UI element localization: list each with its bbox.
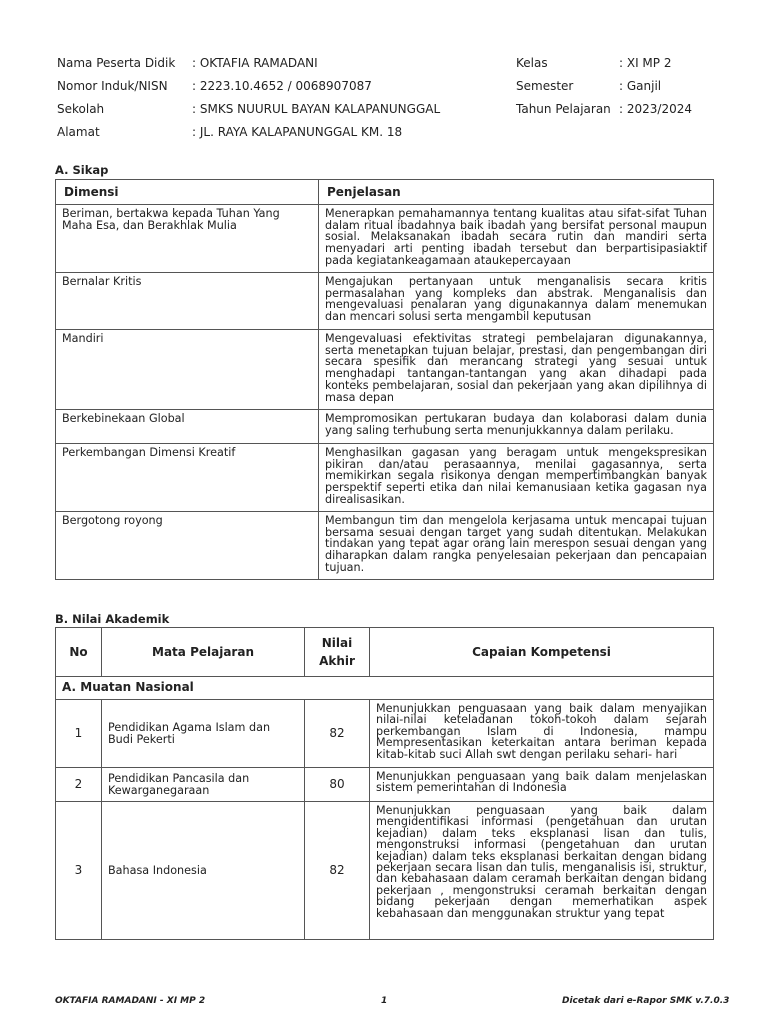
row-number: 2 [56,768,102,802]
sikap-section-title: A. Sikap [55,163,109,177]
student-identity [57,56,717,148]
row-number: 1 [56,700,102,768]
sikap-table [55,179,714,580]
final-score: 80 [305,768,370,802]
penjelasan-cell: Mengevaluasi efektivitas strategi pembelajaran digunakannya, serta menetapkan tujuan belajar, prestasi, dan pengembangan diri secara spesifik dan merancang strategi yang sesuai untuk menghadapi tantangan-tantangan yang akan dihadapi pada konteks pembelajaran, sosial dan pekerjaan yang akan dipilihnya di masa depan [319,330,714,410]
penjelasan-cell: Menerapkan pemahamannya tentang kualitas atau sifat-sifat Tuhan dalam ritual ibadahnya baik ibadah yang bersifat personal maupun sosial. Melaksanakan ibadah secara rutin dan mandiri serta menyadari arti penting ibadah tersebut dan berpartisipasiaktif pada kegiatankeagamaan ataukepercayaan [319,205,714,273]
name-value: : OKTAFIA RAMADANI [192,56,318,70]
subject-name: Pendidikan Agama Islam dan Budi Pekerti [102,700,305,768]
competency-description: Menunjukkan penguasaan yang baik dalam mengidentifikasi informasi (pengetahuan dan urutan kejadian) dalam teks eksplanasi lisan dan tulis, mengonstruksi informasi (pengetahuan dan urutan kejadian) dalam teks eksplanasi berkaitan dengan bidang pekerjaan secara lisan dan tulis, menganalisis isi, struktur, dan kebahasaan dalam ceramah berkaitan dengan bidang pekerjaan , mengonstruksi ceramah berkaitan dengan bidang pekerjaan dengan memerhatikan aspek kebahasaan dan menggunakan struktur yang tepat [370,802,714,940]
school-value: : SMKS NUURUL BAYAN KALAPANUNGGAL [192,102,441,116]
penjelasan-header: Penjelasan [319,180,714,205]
nilai-akhir-header: Nilai Akhir [305,628,370,677]
dimensi-header: Dimensi [56,180,319,205]
dimensi-cell: Mandiri [56,330,319,410]
class-value: : XI MP 2 [619,56,672,70]
final-score: 82 [305,700,370,768]
table-row [56,273,714,330]
subject-name: Bahasa Indonesia [102,802,305,940]
class-label: Kelas [516,56,548,70]
dimensi-cell: Beriman, bertakwa kepada Tuhan Yang Maha Esa, dan Berakhlak Mulia [56,205,319,273]
no-header: No [56,628,102,677]
final-score: 82 [305,802,370,940]
capaian-header: Capaian Kompetensi [370,628,714,677]
table-row [56,700,714,768]
nisn-value: : 2223.10.4652 / 0068907087 [192,79,372,93]
semester-label: Semester [516,79,574,93]
identity-row [57,125,717,148]
penjelasan-cell: Mengajukan pertanyaan untuk menganalisis secara kritis permasalahan yang kompleks dan abstrak. Menganalisis dan mengevaluasi penalaran yang digunakannya dalam menemukan dan mencari solusi serta mengambil keputusan [319,273,714,330]
table-row [56,330,714,410]
mapel-header: Mata Pelajaran [102,628,305,677]
table-row [56,768,714,802]
competency-description: Menunjukkan penguasaan yang baik dalam menyajikan nilai-nilai keteladanan tokoh-tokoh dalam sejarah perkembangan Islam di Indonesia, mampu Mempresentasikan keterkaitan antara beriman kepada kitab-kitab suci Allah swt dengan perilaku sehari- hari [370,700,714,768]
year-label: Tahun Pelajaran [516,102,611,116]
row-number: 3 [56,802,102,940]
table-row [56,410,714,444]
identity-row [57,102,717,125]
address-value: : JL. RAYA KALAPANUNGGAL KM. 18 [192,125,403,139]
dimensi-cell: Perkembangan Dimensi Kreatif [56,444,319,512]
table-row [56,512,714,580]
table-row [56,802,714,940]
dimensi-cell: Berkebinekaan Global [56,410,319,444]
address-label: Alamat [57,125,100,139]
school-label: Sekolah [57,102,105,116]
identity-row [57,56,717,79]
nilai-header-row [56,628,714,677]
year-value: : 2023/2024 [619,102,692,116]
group-row [56,677,714,700]
sikap-header-row [56,180,714,205]
name-label: Nama Peserta Didik [57,56,176,70]
nilai-section-title: B. Nilai Akademik [55,612,170,626]
competency-description: Menunjukkan penguasaan yang baik dalam menjelaskan sistem pemerintahan di Indonesia [370,768,714,802]
penjelasan-cell: Membangun tim dan mengelola kerjasama untuk mencapai tujuan bersama sesuai dengan target yang sudah ditentukan. Melakukan tindakan yang tepat agar orang lain merespon sesuai dengan yang diharapkan dalam rangka penyelesaian pekerjaan dan pencapaian tujuan. [319,512,714,580]
table-row [56,205,714,273]
identity-row [57,79,717,102]
dimensi-cell: Bernalar Kritis [56,273,319,330]
penjelasan-cell: Menghasilkan gagasan yang beragam untuk mengekspresikan pikiran dan/atau perasaannya, menilai gagasannya, serta memikirkan segala risikonya dengan mempertimbangkan banyak perspektif seperti etika dan nilai kemanusiaan ketika gagasan nya direalisasikan. [319,444,714,512]
penjelasan-cell: Mempromosikan pertukaran budaya dan kolaborasi dalam dunia yang saling terhubung serta menunjukkannya dalam perilaku. [319,410,714,444]
subject-name: Pendidikan Pancasila dan Kewarganegaraan [102,768,305,802]
dimensi-cell: Bergotong royong [56,512,319,580]
footer-page-number: 1 [381,996,388,1006]
footer-student: OKTAFIA RAMADANI - XI MP 2 [55,996,206,1006]
nisn-label: Nomor Induk/NISN [57,79,168,93]
semester-value: : Ganjil [619,79,662,93]
footer-printed-by: Dicetak dari e-Rapor SMK v.7.0.3 [562,996,730,1006]
group-label: A. Muatan Nasional [56,677,714,700]
nilai-table [55,627,714,940]
table-row [56,444,714,512]
